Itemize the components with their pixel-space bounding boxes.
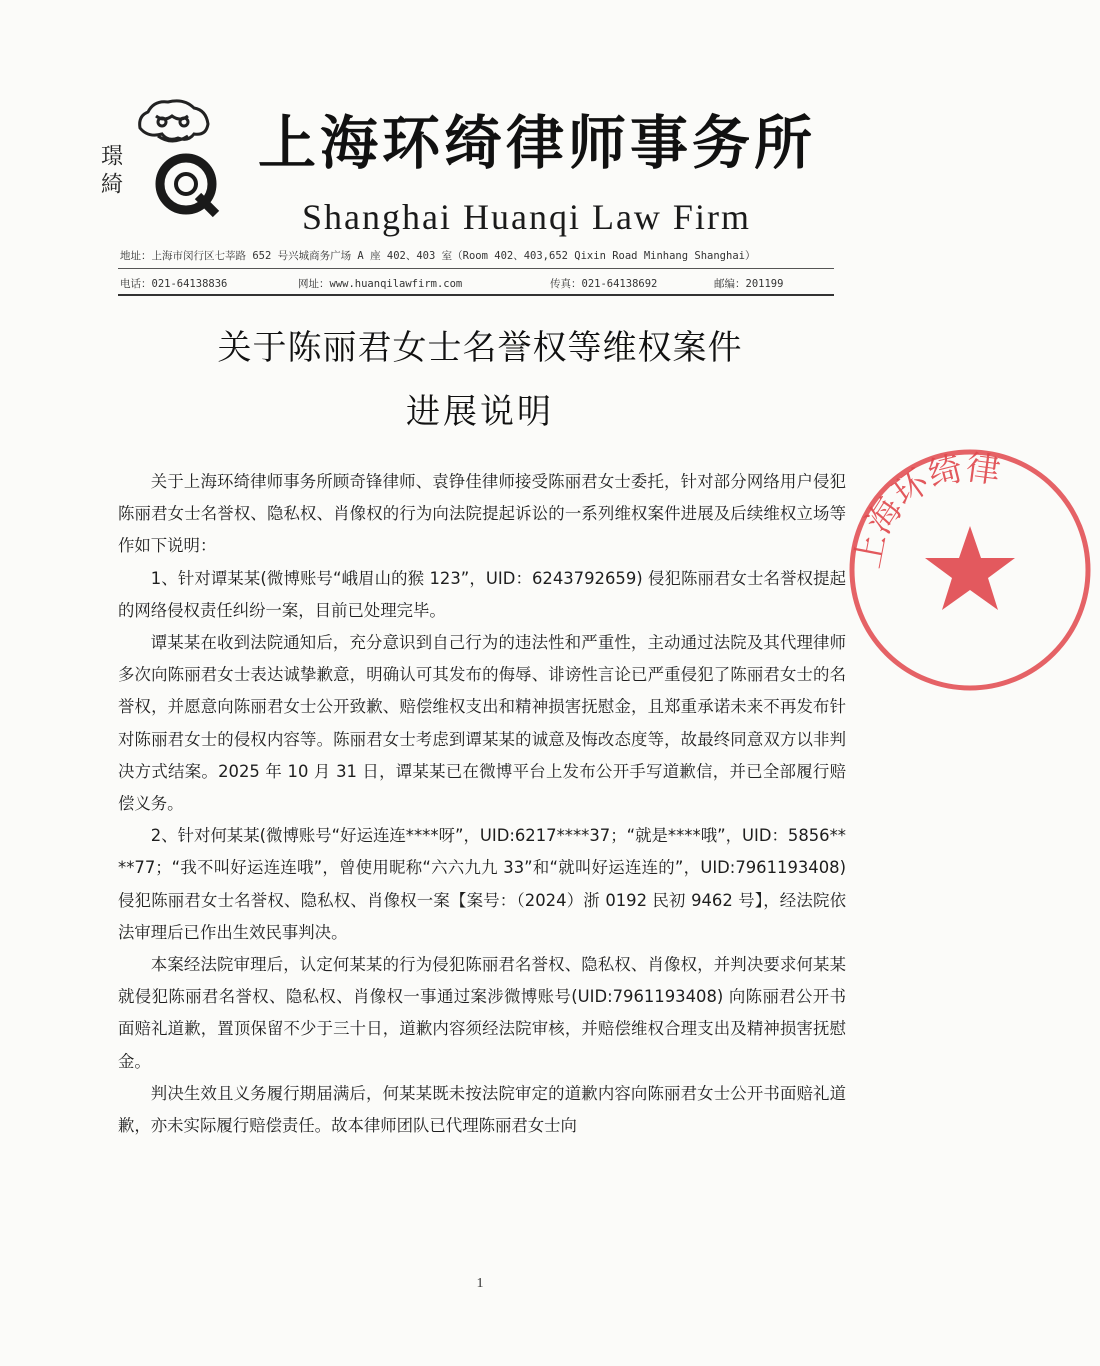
paragraph: 2、针对何某某(微博账号“好运连连****呀”，UID:6217****37；“就是****哦”，UID：5856****77；“我不叫好运连连哦”，曾使用昵称“六六九九 33”和“就叫好运连连的”，UID:7961193408) 侵犯陈丽君女士名誉权、隐私权、肖像权一案【案号：（2024）浙 0192 民初 9462 号】，经法院依法审理后已作出生效民事判决。: [118, 826, 846, 942]
firm-address: 地址：上海市闵行区七莘路 652 号兴城商务广场 A 座 402、403 室（Room 402、403,652 Qixin Road Minhang Shanghai）: [120, 250, 756, 262]
seal-text: 上海环绮律: [847, 447, 1003, 572]
firm-phone: 电话：021-64138836: [120, 278, 228, 290]
paragraph: 1、针对谭某某(微博账号“峨眉山的猴 123”，UID：6243792659) 侵犯陈丽君女士名誉权提起的网络侵权责任纠纷一案，目前已处理完毕。: [118, 568, 846, 620]
page-number: 1: [476, 1276, 484, 1291]
document-body: [118, 466, 846, 1142]
paragraph: 谭某某在收到法院通知后，充分意识到自己行为的违法性和严重性，主动通过法院及其代理律师多次向陈丽君女士表达诚挚歉意，明确认可其发布的侮辱、诽谤性言论已严重侵犯了陈丽君女士的名誉权，并愿意向陈丽君女士公开致歉、赔偿维权支出和精神损害抚慰金，且郑重承诺未来不再发布针对陈丽君女士的侵权内容等。陈丽君女士考虑到谭某某的诚意及悔改态度等，故最终同意双方以非判决方式结案。2025 年 10 月 31 日，谭某某已在微博平台上发布公开手写道歉信，并已全部履行赔偿义务。: [118, 633, 846, 814]
contact-row: [120, 276, 840, 292]
firm-fax: 传真：021-64138692: [550, 278, 658, 290]
seal-star-icon: [925, 526, 1015, 610]
paragraph: 判决生效且义务履行期届满后，何某某既未按法院审定的道歉内容向陈丽君女士公开书面赔礼道歉，亦未实际履行赔偿责任。故本律师团队已代理陈丽君女士向: [118, 1083, 846, 1136]
firm-logo: [97, 92, 234, 222]
divider: [118, 294, 834, 296]
logo-text: 璟綺: [97, 144, 123, 200]
divider: [118, 268, 834, 269]
paragraph: 本案经法院审理后，认定何某某的行为侵犯陈丽君名誉权、隐私权、肖像权，并判决要求何某某就侵犯陈丽君名誉权、隐私权、肖像权一事通过案涉微博账号(UID:7961193408) 向陈丽君公开书面赔礼道歉，置顶保留不少于三十日，道歉内容须经法院审核，并赔偿维权合理支出及精神损害抚慰金。: [118, 955, 846, 1071]
firm-name-cn: 上海环绮律师事务所: [258, 109, 817, 177]
paragraph: 关于上海环绮律师事务所顾奇锋律师、袁铮佳律师接受陈丽君女士委托，针对部分网络用户侵犯陈丽君女士名誉权、隐私权、肖像权的行为向法院提起诉讼的一系列维权案件进展及后续维权立场等作如下说明：: [118, 472, 846, 556]
document-title: 关于陈丽君女士名誉权等维权案件: [217, 328, 743, 368]
svg-text:上海环绮律: [848, 448, 1003, 572]
official-seal: [840, 440, 1100, 700]
document-subtitle: 进展说明: [406, 392, 554, 432]
firm-postcode: 邮编：201199: [714, 278, 784, 290]
firm-website: 网址：www.huanqilawfirm.com: [298, 278, 463, 290]
firm-name-en: Shanghai Huanqi Law Firm: [302, 197, 751, 237]
